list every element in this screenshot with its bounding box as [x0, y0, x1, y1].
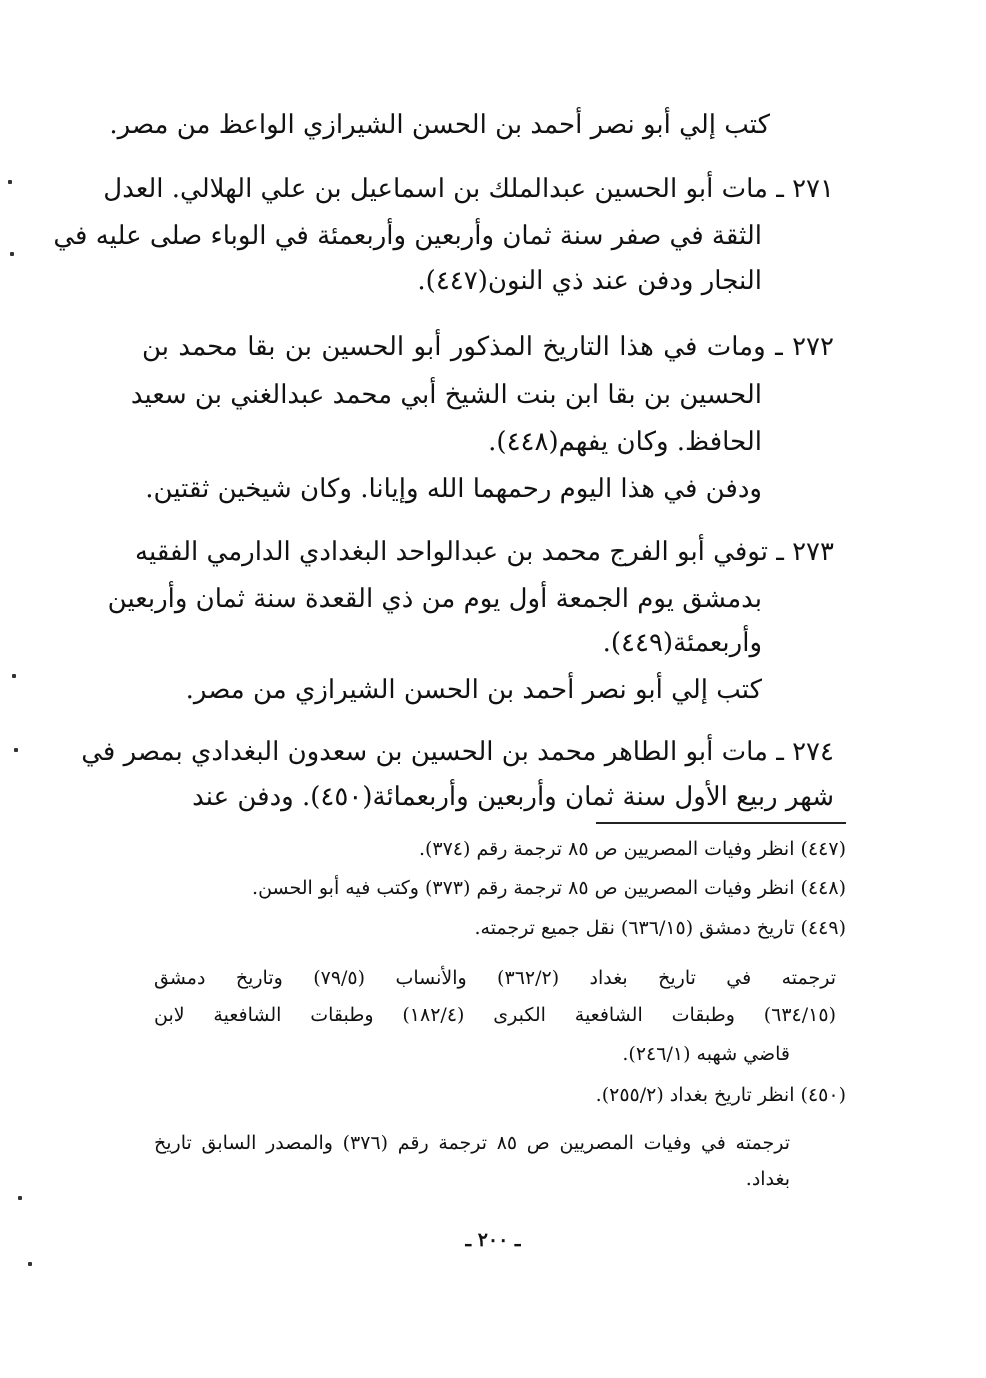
footnote-text: بغداد. [745, 1168, 790, 1190]
footnote-448: (٤٤٨) انظر وفيات المصريين ص ٨٥ ترجمة رقم (٣٧٣) وكتب فيه أبو الحسن. [252, 877, 846, 899]
entry-272-line-1: ٢٧٢ ـ ومات في هذا التاريخ المذكور أبو الحسين بن بقا محمد بن [142, 332, 834, 362]
entry-273-line-1: ٢٧٣ ـ توفي أبو الفرج محمد بن عبدالواحد البغدادي الدارمي الفقيه [135, 537, 834, 567]
footnote-449: (٤٤٩) تاريخ دمشق (٦٣٦/١٥) نقل جميع ترجمته. [474, 917, 846, 939]
text-line: النجار ودفن عند ذي النون(٤٤٧). [417, 266, 762, 296]
text-line: كتب إلي أبو نصر أحمد بن الحسن الشيرازي من مصر. [185, 675, 762, 705]
footnote-text: ترجمته في تاريخ بغداد (٣٦٢/٢) والأنساب (٧٩/٥) وتاريخ دمشق [154, 967, 837, 989]
footnote-text: قاضي شهبه (٢٤٦/١). [622, 1043, 790, 1065]
text-line: الحافظ. وكان يفهم(٤٤٨). [488, 427, 762, 457]
scan-speck [10, 252, 14, 256]
text-line: ودفن في هذا اليوم رحمهما الله وإيانا. وكان شيخين ثقتين. [145, 474, 762, 504]
text-line: كتب إلي أبو نصر أحمد بن الحسن الشيرازي الواعظ من مصر. [109, 110, 770, 140]
footnote-text: ترجمته في وفيات المصريين ص ٨٥ ترجمة رقم (٣٧٦) والمصدر السابق تاريخ [154, 1132, 790, 1154]
scan-speck [8, 180, 12, 184]
page-number: ـ ٢٠٠ ـ [465, 1229, 521, 1251]
text-line: الحسين بن بقا ابن بنت الشيخ أبي محمد عبدالغني بن سعيد [130, 380, 762, 410]
entry-274-line-1: ٢٧٤ ـ مات أبو الطاهر محمد بن الحسين بن سعدون البغدادي بمصر في [81, 737, 834, 767]
footnote-447: (٤٤٧) انظر وفيات المصريين ص ٨٥ ترجمة رقم (٣٧٤). [418, 838, 846, 860]
scan-speck [18, 1196, 22, 1200]
footnote-text: (٦٣٤/١٥) وطبقات الشافعية الكبرى (١٨٢/٤) وطبقات الشافعية لابن [154, 1004, 836, 1026]
scan-speck [14, 748, 18, 752]
text-line: وأربعمئة(٤٤٩). [602, 628, 762, 658]
text-line: شهر ربيع الأول سنة ثمان وأربعين وأربعمائة(٤٥٠). ودفن عند [192, 782, 834, 812]
footnote-separator [596, 822, 846, 824]
entry-271-line-1: ٢٧١ ـ مات أبو الحسين عبدالملك بن اسماعيل بن علي الهلالي. العدل [103, 174, 834, 204]
scan-speck [12, 674, 16, 678]
footnote-450: (٤٥٠) انظر تاريخ بغداد (٢٥٥/٢). [595, 1084, 846, 1106]
text-line: الثقة في صفر سنة ثمان وأربعين وأربعمئة في الوباء صلى عليه في [53, 221, 762, 251]
text-line: بدمشق يوم الجمعة أول يوم من ذي القعدة سنة ثمان وأربعين [107, 584, 762, 614]
scan-speck [28, 1262, 32, 1266]
